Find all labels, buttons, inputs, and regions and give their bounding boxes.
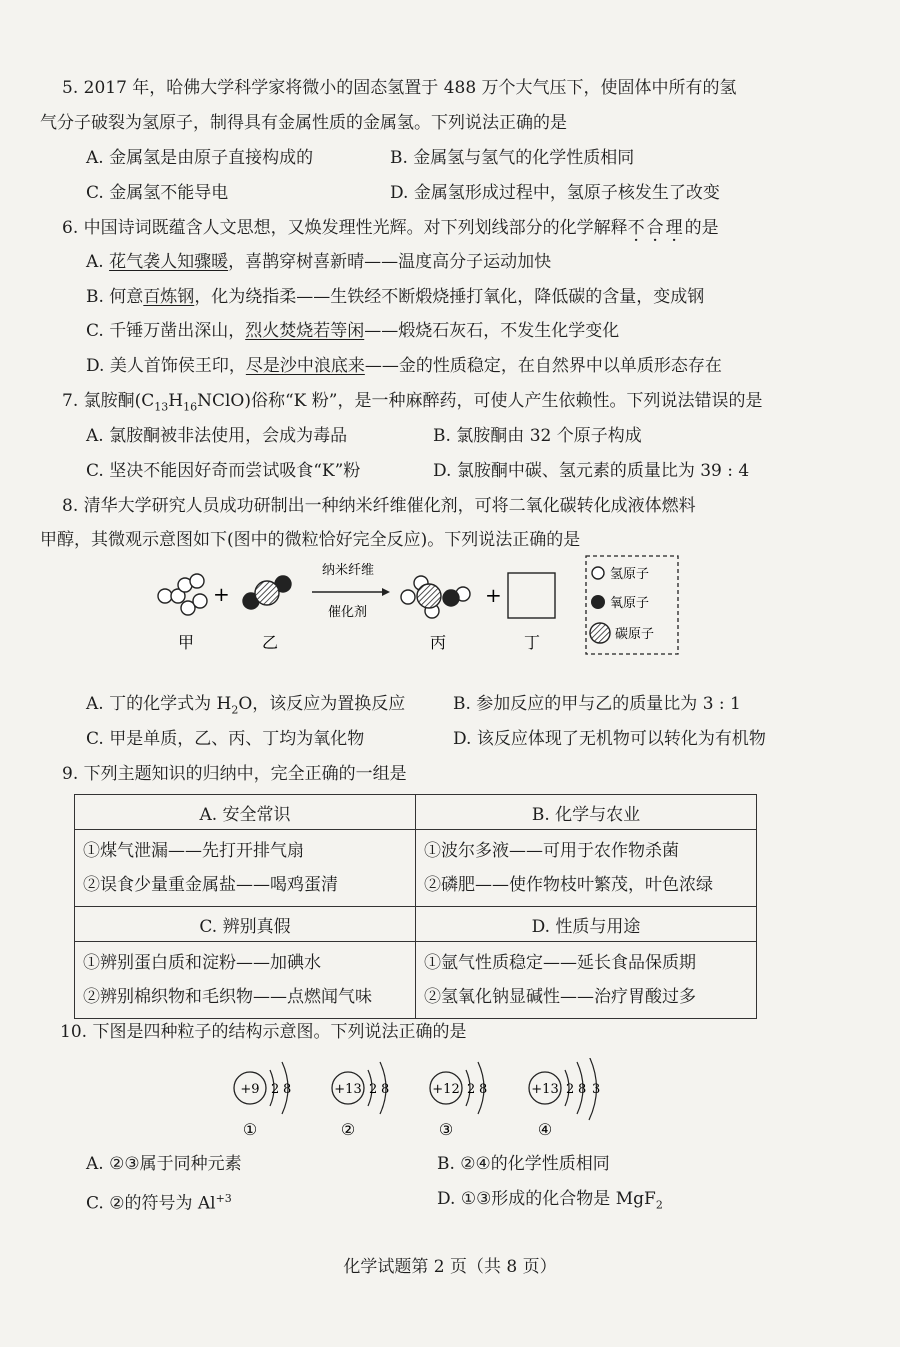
q6-stem-text: 6. 中国诗词既蕴含人文思想，又焕发理性光辉。对下列划线部分的化学解释 — [62, 218, 628, 238]
q8-option-b: B. 参加反应的甲与乙的质量比为 3 : 1 — [453, 694, 741, 714]
q10-option-d: D. ①③形成的化合物是 MgF$_2$ — [437, 1189, 663, 1212]
legend-oxygen: 氧原子 — [610, 596, 650, 611]
label-bing: 丙 — [430, 633, 447, 652]
q7-option-c: C. 坚决不能因好奇而尝试吸食“K”粉 — [86, 461, 361, 481]
molecule-bing — [401, 576, 470, 618]
legend-carbon: 碳原子 — [615, 627, 655, 642]
svg-text:8: 8 — [381, 1082, 390, 1097]
q10-option-b: B. ②④的化学性质相同 — [437, 1154, 610, 1174]
svg-text:+13: +13 — [531, 1082, 559, 1097]
q10-atomic-structure-diagrams — [220, 1058, 640, 1148]
q6-option-b: B. 何意百炼钢，化为绕指柔——生铁经不断煅烧捶打氧化，降低碳的含量，变成钢 — [86, 287, 705, 307]
particle-1 — [234, 1062, 291, 1139]
emphasis-char: 不 — [627, 218, 647, 238]
arrow-label-top: 纳米纤维 — [322, 563, 375, 578]
q9-c-heading: C. 辨别真假 — [75, 907, 416, 942]
legend-carbon-icon — [590, 623, 610, 643]
particle-4 — [529, 1058, 600, 1139]
svg-text:2: 2 — [369, 1082, 378, 1097]
q9-stem: 9. 下列主题知识的归纳中，完全正确的一组是 — [62, 764, 407, 784]
q9-b-content: ①波尔多液——可用于农作物杀菌 ②磷肥——使作物枝叶繁茂，叶色浓绿 — [416, 830, 757, 907]
molecule-ding-box — [508, 573, 555, 618]
particle-3 — [430, 1062, 487, 1139]
svg-text:8: 8 — [479, 1082, 488, 1097]
q9-a-heading: A. 安全常识 — [75, 795, 416, 830]
q5-option-c: C. 金属氢不能导电 — [86, 183, 229, 203]
legend-oxygen-icon — [591, 595, 605, 609]
svg-text:8: 8 — [283, 1082, 292, 1097]
q6-a-underline: 花气袭人知骤暖 — [109, 252, 229, 272]
q6-stem-emphasis — [628, 218, 685, 238]
label-jia: 甲 — [178, 633, 195, 652]
q5-option-a: A. 金属氢是由原子直接构成的 — [86, 148, 314, 168]
q6-c-underline: 烈火焚烧若等闲 — [245, 321, 365, 341]
q8-reaction-diagram — [140, 552, 680, 662]
legend-hydrogen-icon — [592, 567, 604, 579]
arrow-head — [382, 588, 390, 596]
q5-option-b: B. 金属氢与氢气的化学性质相同 — [390, 148, 635, 168]
q9-knowledge-table — [74, 794, 757, 1019]
svg-text:+12: +12 — [432, 1082, 460, 1097]
label-ding: 丁 — [524, 633, 541, 652]
label-yi: 乙 — [262, 633, 279, 652]
q9-d-content: ①氩气性质稳定——延长食品保质期 ②氢氧化钠显碱性——治疗胃酸过多 — [416, 942, 757, 1019]
legend-hydrogen: 氢原子 — [610, 567, 650, 582]
q8-option-c: C. 甲是单质，乙、丙、丁均为氧化物 — [86, 729, 365, 749]
particle-2-label: ② — [340, 1120, 356, 1139]
q9-a-content: ①煤气泄漏——先打开排气扇 ②误食少量重金属盐——喝鸡蛋清 — [75, 830, 416, 907]
svg-text:2: 2 — [467, 1082, 476, 1097]
emphasis-char: 理 — [665, 218, 685, 238]
q8-stem-line1: 8. 清华大学研究人员成功研制出一种纳米纤维催化剂，可将二氧化碳转化成液体燃料 — [62, 496, 696, 516]
q8-stem-line2: 甲醇，其微观示意图如下(图中的微粒恰好完全反应)。下列说法正确的是 — [40, 530, 581, 550]
q10-option-a: A. ②③属于同种元素 — [86, 1154, 242, 1174]
q6-stem — [62, 217, 719, 239]
q6-option-a: A. 花气袭人知骤暖，喜鹊穿树喜新晴——温度高分子运动加快 — [86, 252, 552, 272]
q10-option-c: C. ②的符号为 $Al^{+3}$ — [86, 1192, 232, 1214]
q8-option-d: D. 该反应体现了无机物可以转化为有机物 — [453, 729, 766, 749]
q8-option-a: A. 丁的化学式为 $H_2O$，该反应为置换反应 — [86, 694, 406, 717]
page-footer: 化学试题第 2 页（共 8 页） — [343, 1257, 557, 1277]
q9-c-content: ①辨别蛋白质和淀粉——加碘水 ②辨别棉织物和毛织物——点燃闻气味 — [75, 942, 416, 1019]
particle-3-label: ③ — [438, 1120, 454, 1139]
molecule-yi — [243, 576, 291, 609]
q5-option-d: D. 金属氢形成过程中，氢原子核发生了改变 — [390, 183, 720, 203]
svg-text:+13: +13 — [334, 1082, 362, 1097]
plus-sign-2: + — [485, 583, 502, 607]
q6-d-underline: 尽是沙中浪底来 — [245, 356, 365, 376]
svg-text:2: 2 — [271, 1082, 280, 1097]
q9-b-heading: B. 化学与农业 — [416, 795, 757, 830]
svg-text:2: 2 — [566, 1082, 575, 1097]
q6-option-c: C. 千锤万凿出深山，烈火焚烧若等闲——煅烧石灰石，不发生化学变化 — [86, 321, 620, 341]
q5-stem-line1: 5. 2017 年，哈佛大学科学家将微小的固态氢置于 488 万个大气压下，使固体中所有的氢 — [62, 78, 737, 98]
svg-text:3: 3 — [592, 1082, 601, 1097]
q6-b-underline: 百炼钢 — [143, 287, 195, 307]
plus-sign-1: + — [213, 582, 230, 606]
q6-option-d: D. 美人首饰侯王印，尽是沙中浪底来——金的性质稳定，在自然界中以单质形态存在 — [86, 356, 722, 376]
arrow-label-bottom: 催化剂 — [328, 605, 368, 620]
particle-1-label: ① — [242, 1120, 258, 1139]
emphasis-char: 合 — [646, 218, 666, 238]
q6-stem-end: 的是 — [684, 218, 719, 238]
q5-stem-line2: 气分子破裂为氢原子，制得具有金属性质的金属氢。下列说法正确的是 — [40, 113, 567, 133]
svg-text:+9: +9 — [240, 1082, 260, 1097]
q7-stem: 7. 氯胺酮$(C_{13}H_{16}NClO)$俗称“K 粉”，是一种麻醉药，可使人产生依赖性。下列说法错误的是 — [62, 391, 763, 414]
q7-option-d: D. 氯胺酮中碳、氢元素的质量比为 39 : 4 — [433, 461, 750, 481]
q10-stem: 10. 下图是四种粒子的结构示意图。下列说法正确的是 — [60, 1022, 467, 1042]
particle-2 — [332, 1062, 389, 1139]
particle-4-label: ④ — [537, 1120, 553, 1139]
q9-d-heading: D. 性质与用途 — [416, 907, 757, 942]
svg-text:8: 8 — [578, 1082, 587, 1097]
q7-option-a: A. 氯胺酮被非法使用，会成为毒品 — [86, 426, 348, 446]
q7-option-b: B. 氯胺酮由 32 个原子构成 — [433, 426, 642, 446]
molecule-jia — [158, 574, 207, 615]
